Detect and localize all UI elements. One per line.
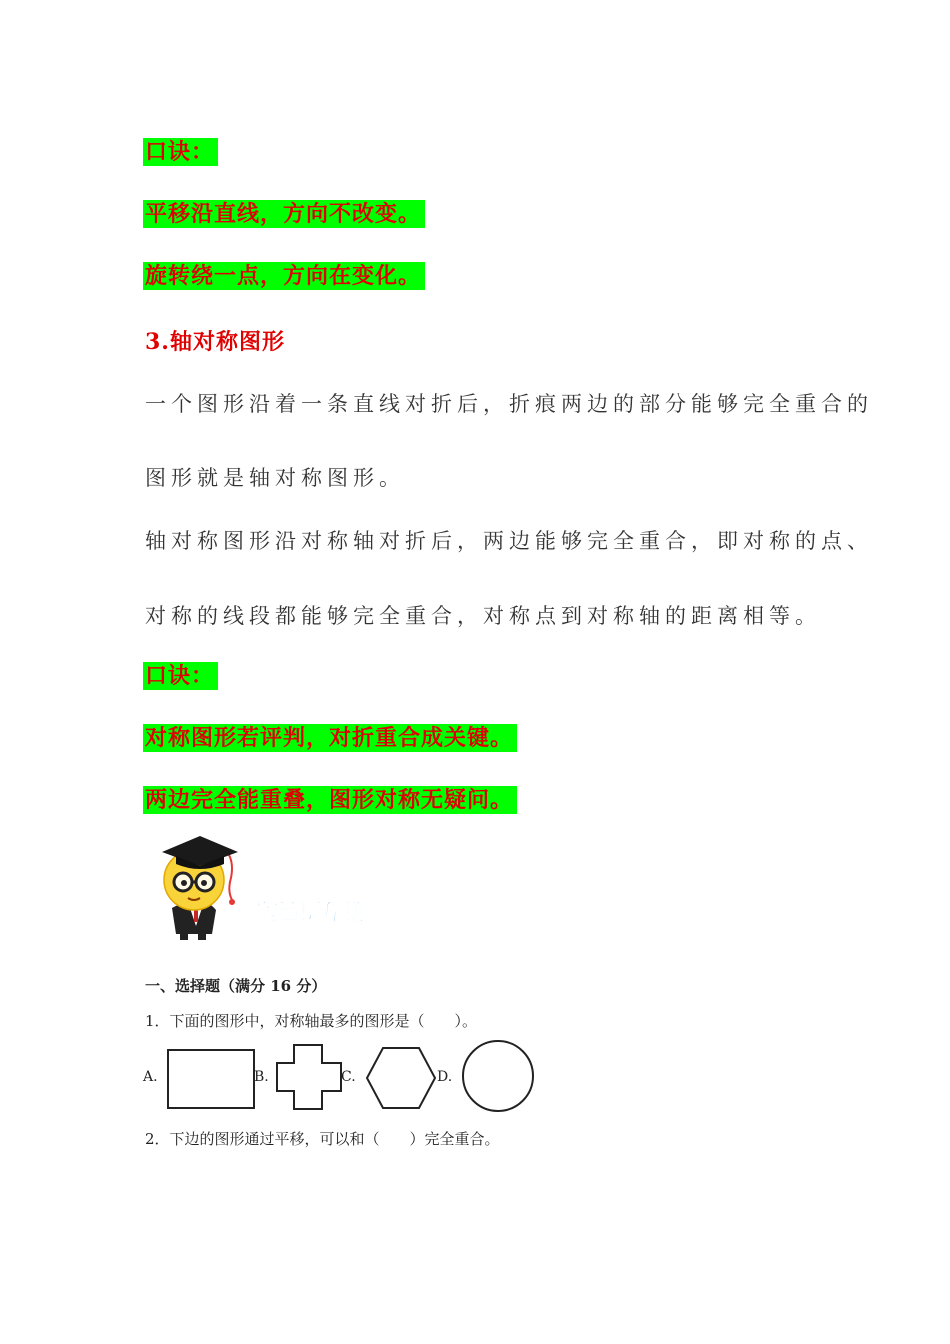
question-1: 1．下面的图形中，对称轴最多的图形是（ ）。 — [145, 1012, 478, 1030]
mascot-doctor-icon — [150, 830, 250, 942]
paragraph-2-line-2: 对称的线段都能够完全重合，对称点到对称轴的距离相等。 — [145, 604, 821, 628]
paragraph-2-line-1: 轴对称图形沿对称轴对折后，两边能够完全重合，即对称的点、 — [145, 529, 873, 553]
option-c-label: C. — [341, 1069, 356, 1085]
question-2: 2．下边的图形通过平移，可以和（ ）完全重合。 — [145, 1130, 500, 1148]
option-b-label: B. — [254, 1069, 269, 1085]
exercise-heading: 一、选择题（满分 16 分） — [145, 977, 327, 995]
option-d-label: D. — [437, 1069, 453, 1085]
koujue-line-rotation: 旋转绕一点，方向在变化。 — [143, 262, 425, 290]
paragraph-1-line-2: 图形就是轴对称图形。 — [145, 466, 405, 490]
banner-text: 能力拓展练 — [256, 897, 368, 922]
option-a-rectangle-shape — [166, 1048, 258, 1112]
option-b-cross-shape — [276, 1044, 342, 1110]
koujue-label-2: 口诀： — [143, 662, 218, 690]
koujue-line-translation: 平移沿直线，方向不改变。 — [143, 200, 425, 228]
section-title: 3.轴对称图形 — [145, 329, 285, 355]
koujue-line-symmetry-2: 两边完全能重叠，图形对称无疑问。 — [143, 786, 517, 814]
option-a-label: A. — [143, 1069, 158, 1085]
koujue-label-1: 口诀： — [143, 138, 218, 166]
option-d-circle-shape — [460, 1038, 536, 1114]
paragraph-1-line-1: 一个图形沿着一条直线对折后，折痕两边的部分能够完全重合的 — [145, 392, 873, 416]
option-c-hexagon-shape — [365, 1046, 437, 1110]
koujue-line-symmetry-1: 对称图形若评判，对折重合成关键。 — [143, 724, 517, 752]
banner-ability-practice — [250, 875, 375, 950]
